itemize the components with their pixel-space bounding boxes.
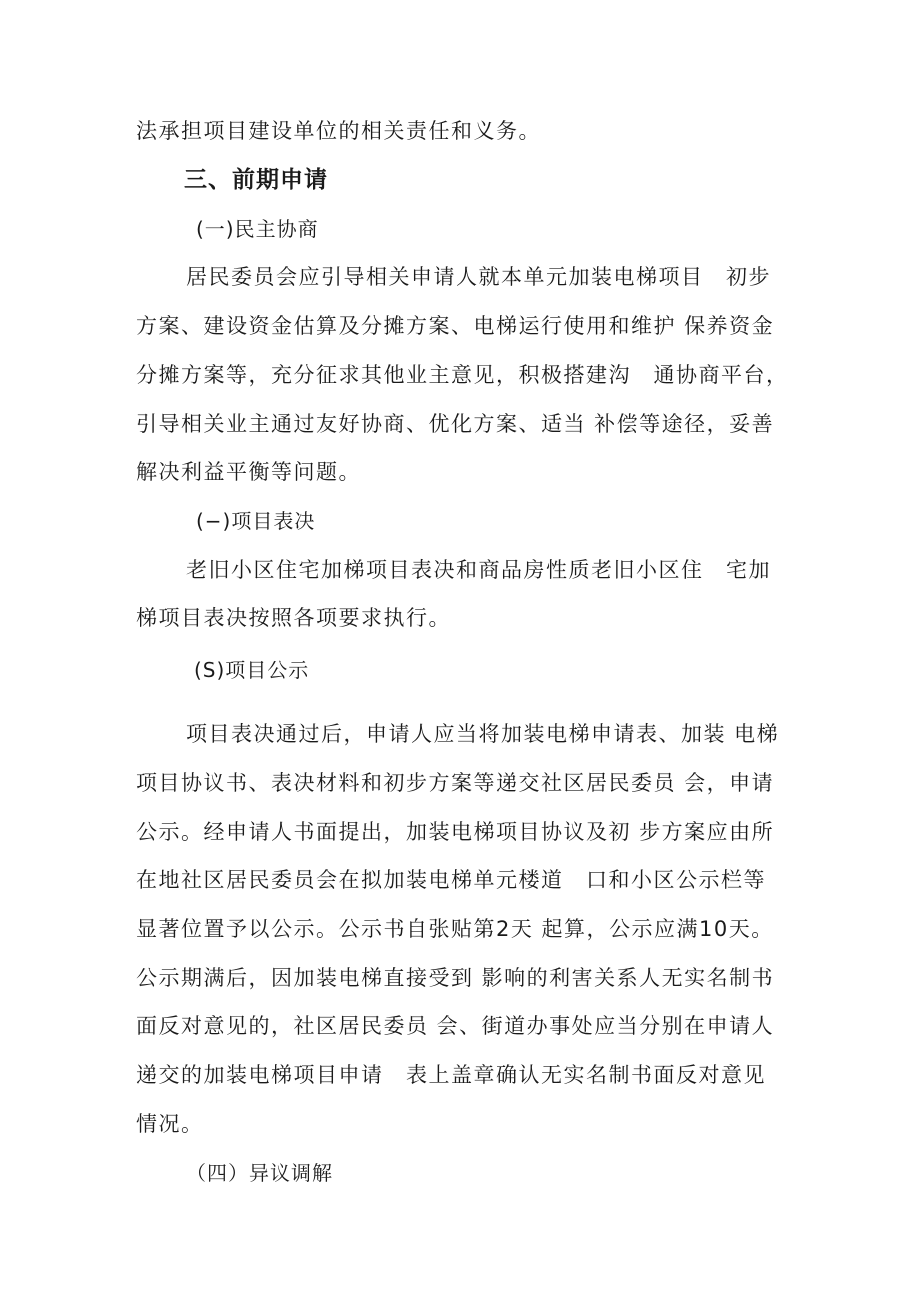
paragraph-line: 在地社区居民委员会在拟加装电梯单元楼道 口和小区公示栏等: [136, 868, 766, 892]
subsection-heading: (一)民主协商: [196, 217, 319, 241]
paragraph-line: 分摊方案等，充分征求其他业主意见，积极搭建沟 通协商平台，: [136, 363, 789, 387]
paragraph-line: 项目协议书、表决材料和初步方案等递交社区居民委员 会，申请: [136, 771, 775, 795]
subsection-heading: (−)项目表决: [196, 509, 316, 533]
paragraph-line: 显著位置予以公示。公示书自张贴第2天 起算，公示应满10天。: [136, 917, 774, 941]
paragraph-line: 老旧小区住宅加梯项目表决和商品房性质老旧小区住 宅加: [186, 558, 771, 582]
paragraph-line: 方案、建设资金估算及分摊方案、电梯运行使用和维护 保养资金: [136, 314, 775, 338]
paragraph-line: 递交的加装电梯项目申请 表上盖章确认无实名制书面反对意见: [136, 1063, 766, 1087]
paragraph-line: 面反对意见的，社区居民委员 会、街道办事处应当分别在申请人: [136, 1014, 775, 1038]
paragraph-line: 居民委员会应引导相关申请人就本单元加装电梯项目 初步: [186, 265, 771, 289]
subsection-heading: (S)项目公示: [194, 658, 310, 682]
paragraph-line: 梯项目表决按照各项要求执行。: [136, 606, 451, 630]
paragraph-line: 情况。: [136, 1112, 204, 1136]
paragraph-line: 公示。经申请人书面提出，加装电梯项目协议及初 步方案应由所: [136, 820, 775, 844]
paragraph-line: 项目表决通过后，申请人应当将加装电梯申请表、加装 电梯: [186, 722, 780, 746]
paragraph-line: 解决利益平衡等问题。: [136, 460, 361, 484]
subsection-heading: （四）异议调解: [186, 1161, 333, 1185]
paragraph-line: 法承担项目建设单位的相关责任和义务。: [136, 119, 541, 143]
section-heading: 三、前期申请: [184, 167, 328, 193]
paragraph-line: 引导相关业主通过友好协商、优化方案、适当 补偿等途径，妥善: [136, 412, 775, 436]
paragraph-line: 公示期满后，因加装电梯直接受到 影响的利害关系人无实名制书: [136, 966, 775, 990]
